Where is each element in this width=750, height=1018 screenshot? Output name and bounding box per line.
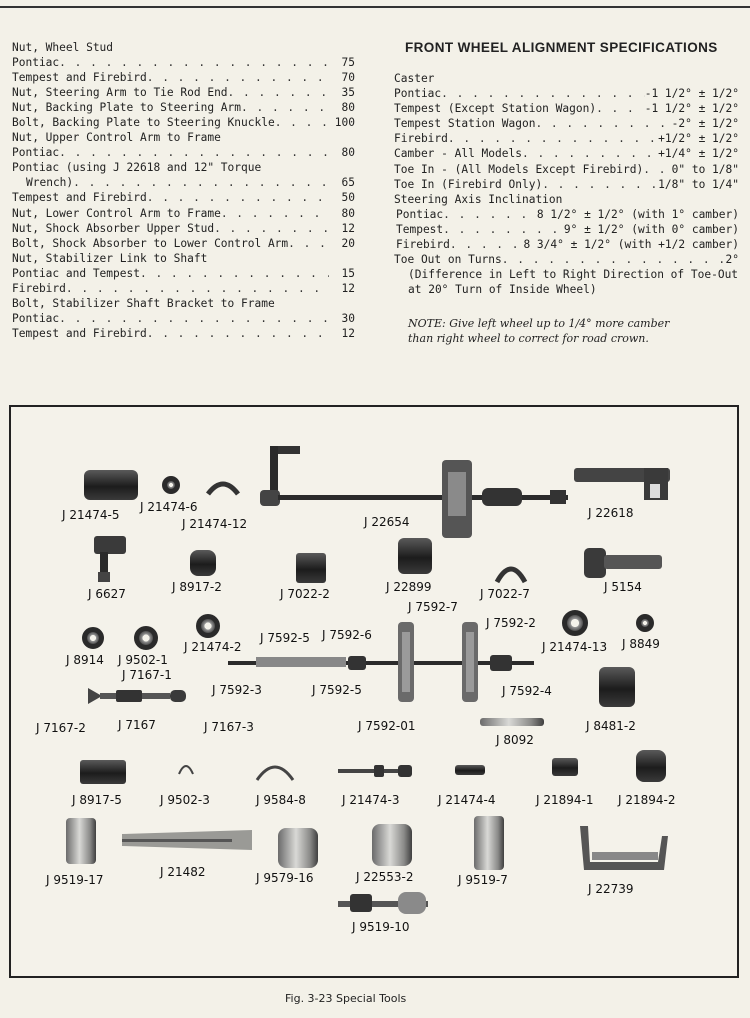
spec-value: -1 1/2° ± 1/2° [644,102,739,116]
torque-label: Tempest and Firebird [12,71,147,85]
leader-dots [275,115,329,130]
tool-image-j9584-8 [254,760,296,782]
tool-label-j7592-5-top: J 7592-5 [260,631,310,645]
figure-caption: Fig. 3-23 Special Tools [285,992,407,1005]
tool-label-j5154: J 5154 [604,580,642,594]
torque-row [12,206,355,221]
torque-label: Nut, Steering Arm to Tie Rod End [12,86,228,100]
torque-label: Bolt, Shock Absorber to Lower Control Arm [12,236,289,250]
tool-label-j7592-7: J 7592-7 [408,600,458,614]
torque-row [12,115,355,130]
torque-value: 80 [341,146,355,160]
torque-value: 12 [341,221,355,235]
tool-image-j21474-3 [336,762,416,780]
tool-image-j21482 [120,828,254,854]
tool-image-j8849 [636,614,654,632]
leader-dots [228,85,329,100]
leader-dots [502,252,726,267]
torque-label: Nut, Stabilizer Link to Shaft [12,251,208,265]
leader-dots [522,146,658,161]
torque-row [12,55,355,70]
toe-out-row [394,252,739,267]
torque-row [12,100,355,115]
tool-image-j6627 [90,534,130,584]
tool-image-j5154 [582,546,664,580]
caster-camber-toe-rows [394,86,739,192]
spec-label: Toe In (Firebird Only) [394,177,543,191]
tool-image-j9502-3 [176,760,196,776]
camber-note-line-1: NOTE: Give left wheel up to 1/4° more camber [408,317,670,330]
tool-label-j7167-3: J 7167-3 [204,720,254,734]
torque-value: 12 [341,326,355,340]
leader-dots [441,86,645,101]
leader-dots [147,70,329,85]
torque-row [12,311,355,326]
tool-image-j9579-16 [278,828,318,868]
torque-value: 100 [334,116,355,130]
spec-row [394,116,739,131]
torque-row [12,281,355,296]
tool-label-j8849: J 8849 [622,637,660,651]
camber-note [408,316,743,346]
leader-dots [214,221,329,236]
leader-dots [448,131,658,146]
spec-value: -2° ± 1/2° [671,117,739,131]
tool-label-j8481-2: J 8481-2 [586,719,636,733]
spec-value: +1/4° ± 1/2° [658,147,739,161]
torque-value: 15 [341,266,355,280]
tool-label-j21474-2: J 21474-2 [184,640,242,654]
tool-label-j21474-13: J 21474-13 [542,640,608,654]
leader-dots [147,190,329,205]
torque-label: Nut, Shock Absorber Upper Stud [12,221,215,235]
torque-row [12,221,355,236]
leader-dots [140,266,329,281]
leader-dots [643,162,671,177]
tool-label-j7022-7: J 7022-7 [480,587,530,601]
leader-dots [59,55,329,70]
tool-label-j22553-2: J 22553-2 [356,870,414,884]
torque-row [12,160,355,175]
tool-label-j7592-3: J 7592-3 [212,683,262,697]
tool-label-j8917-2: J 8917-2 [172,580,222,594]
torque-label: Pontiac and Tempest [12,266,140,280]
tool-image-j21474-13 [562,610,588,636]
tool-label-j7592-6: J 7592-6 [322,628,372,642]
spec-label: Tempest [396,222,444,236]
tool-label-j9584-8: J 9584-8 [256,793,306,807]
toe-out-note-2: at 20° Turn of Inside Wheel) [408,283,597,297]
camber-note-line-2: than right wheel to correct for road crown. [408,332,649,345]
tool-image-j21894-2 [636,750,666,782]
leader-dots [241,100,329,115]
spec-label: Tempest Station Wagon [394,117,536,131]
torque-value: 80 [341,206,355,220]
torque-label: Wrench) [26,176,74,190]
tool-label-j7592-2: J 7592-2 [486,616,536,630]
spec-row [394,162,739,177]
tool-label-j7167-2: J 7167-2 [36,721,86,735]
spec-value: -1 1/2° ± 1/2° [644,87,739,101]
torque-row [12,40,355,55]
tool-label-j6627: J 6627 [88,587,126,601]
torque-label: Nut, Wheel Stud [12,41,114,54]
torque-label: Bolt, Stabilizer Shaft Bracket to Frame [12,296,275,310]
tool-label-j9502-1: J 9502-1 [118,653,168,667]
torque-row [12,251,355,266]
torque-value: 30 [341,311,355,325]
torque-row [12,145,355,160]
torque-value: 75 [341,56,355,70]
leader-dots [450,237,524,252]
tool-image-j22553-2 [372,824,412,866]
leader-dots [147,326,329,341]
torque-label: Pontiac [12,56,60,70]
leader-dots [221,206,329,221]
torque-row [12,326,355,341]
spec-label: Firebird [394,132,448,146]
torque-row [12,85,355,100]
caster-heading: Caster [394,72,435,85]
torque-value: 35 [341,86,355,100]
torque-label: Nut, Upper Control Arm to Frame [12,131,221,145]
spec-label: Tempest (Except Station Wagon) [394,102,597,116]
spec-row [394,131,739,146]
tool-image-j8092 [480,718,544,726]
torque-label: Bolt, Backing Plate to Steering Knuckle [12,116,275,130]
spec-value: 1/8" to 1/4" [658,177,739,191]
toe-out-note-1: (Difference in Left to Right Direction of Toe-Out [408,268,739,282]
leader-dots [596,101,645,116]
tool-label-j9519-10: J 9519-10 [352,920,410,934]
leader-dots [59,145,329,160]
spec-label: Pontiac [394,87,442,101]
toe-out-value: 2° [725,253,739,267]
torque-row [12,266,355,281]
torque-row [12,296,355,311]
torque-label: Tempest and Firebird [12,326,147,340]
tool-label-j21894-2: J 21894-2 [618,793,676,807]
spec-value: 8 1/2° ± 1/2° (with 1° camber) [536,207,739,221]
tool-image-j22618 [572,466,672,502]
tool-image-j22739 [576,822,672,874]
tool-image-j8917-2 [190,550,216,576]
tool-label-j7592-01: J 7592-01 [358,719,416,733]
spec-label: Toe In - (All Models Except Firebird) [394,162,644,176]
tool-label-j7167-1: J 7167-1 [122,668,172,682]
tool-label-j21482: J 21482 [160,865,206,879]
top-rule [0,6,750,8]
spec-row [394,101,739,116]
torque-label: Pontiac [12,311,60,325]
torque-value: 65 [341,176,355,190]
tool-image-j8917-5 [80,760,126,784]
tool-label-j7592-5-bottom: J 7592-5 [312,683,362,697]
spec-row [394,222,739,237]
tool-image-j9519-10 [336,890,430,916]
steering-axis-rows [394,207,739,252]
tool-image-j22899 [398,538,432,574]
tool-label-j9579-16: J 9579-16 [256,871,314,885]
tool-label-j22739: J 22739 [588,882,634,896]
tool-image-j22654 [252,440,572,540]
spec-value: 0" to 1/8" [671,162,739,176]
tool-label-j21474-3: J 21474-3 [342,793,400,807]
tool-label-j7592-4: J 7592-4 [502,684,552,698]
torque-value: 20 [341,236,355,250]
tool-image-j8481-2 [599,667,635,707]
steering-axis-heading: Steering Axis Inclination [394,192,563,206]
leader-dots [443,207,537,222]
leader-dots [73,175,329,190]
tool-label-j22618: J 22618 [588,506,634,520]
tool-label-j21894-1: J 21894-1 [536,793,594,807]
leader-dots [542,177,658,192]
spec-row [394,177,739,192]
tool-image-j7022-7 [494,560,528,584]
tool-label-j9519-17: J 9519-17 [46,873,104,887]
tool-image-j21894-1 [552,758,578,776]
spec-row [394,146,739,161]
leader-dots [66,281,329,296]
tool-image-j7022-2 [296,553,326,583]
tool-image-j8914 [82,627,104,649]
tool-image-j9502-1 [134,626,158,650]
tool-image-j9519-7 [474,816,504,870]
tool-label-j8092: J 8092 [496,733,534,747]
torque-row [12,130,355,145]
tool-label-j9519-7: J 9519-7 [458,873,508,887]
tool-image-j21474-6 [162,476,180,494]
tool-label-j21474-4: J 21474-4 [438,793,496,807]
tool-image-j21474-12 [206,478,240,496]
torque-specifications [12,40,355,341]
alignment-specs-title: FRONT WHEEL ALIGNMENT SPECIFICATIONS [405,40,718,55]
spec-row [394,86,739,101]
spec-label: Firebird [396,238,450,252]
torque-label: Tempest and Firebird [12,191,147,205]
tool-image-j7167 [86,684,190,708]
tool-label-j7022-2: J 7022-2 [280,587,330,601]
tool-label-j21474-12: J 21474-12 [182,517,248,531]
leader-dots [59,311,329,326]
toe-out-label: Toe Out on Turns [394,253,502,267]
tool-image-j21474-4 [455,765,485,775]
torque-value: 50 [341,191,355,205]
torque-label: Pontiac [12,146,60,160]
torque-row [12,175,355,190]
torque-value: 80 [341,101,355,115]
leader-dots [288,236,329,251]
spec-label: Camber - All Models [394,147,522,161]
tool-label-j22654: J 22654 [364,515,410,529]
alignment-specs [394,71,739,297]
torque-label: Nut, Backing Plate to Steering Arm [12,101,242,115]
torque-row [12,70,355,85]
torque-value: 70 [341,71,355,85]
tool-label-j8917-5: J 8917-5 [72,793,122,807]
torque-label: Firebird [12,281,66,295]
tool-label-j21474-5: J 21474-5 [62,508,120,522]
spec-row [394,207,739,222]
torque-label: Pontiac (using J 22618 and 12" Torque [12,161,262,175]
torque-label: Nut, Lower Control Arm to Frame [12,206,221,220]
spec-label: Pontiac [396,207,444,221]
tool-label-j22899: J 22899 [386,580,432,594]
tool-image-j21474-5 [84,470,138,500]
spec-row [394,237,739,252]
spec-value: 9° ± 1/2° (with 0° camber) [563,222,739,236]
tool-label-j9502-3: J 9502-3 [160,793,210,807]
torque-row [12,190,355,205]
leader-dots [535,116,671,131]
tool-label-j8914: J 8914 [66,653,104,667]
torque-row [12,236,355,251]
torque-value: 12 [341,281,355,295]
leader-dots [443,222,564,237]
tool-label-j7167: J 7167 [118,718,156,732]
tool-image-j9519-17 [66,818,96,864]
spec-value: 8 3/4° ± 1/2° (with +1/2 camber) [523,238,739,252]
spec-value: +1/2° ± 1/2° [658,132,739,146]
tool-label-j21474-6: J 21474-6 [140,500,198,514]
tool-image-j21474-2 [196,614,220,638]
